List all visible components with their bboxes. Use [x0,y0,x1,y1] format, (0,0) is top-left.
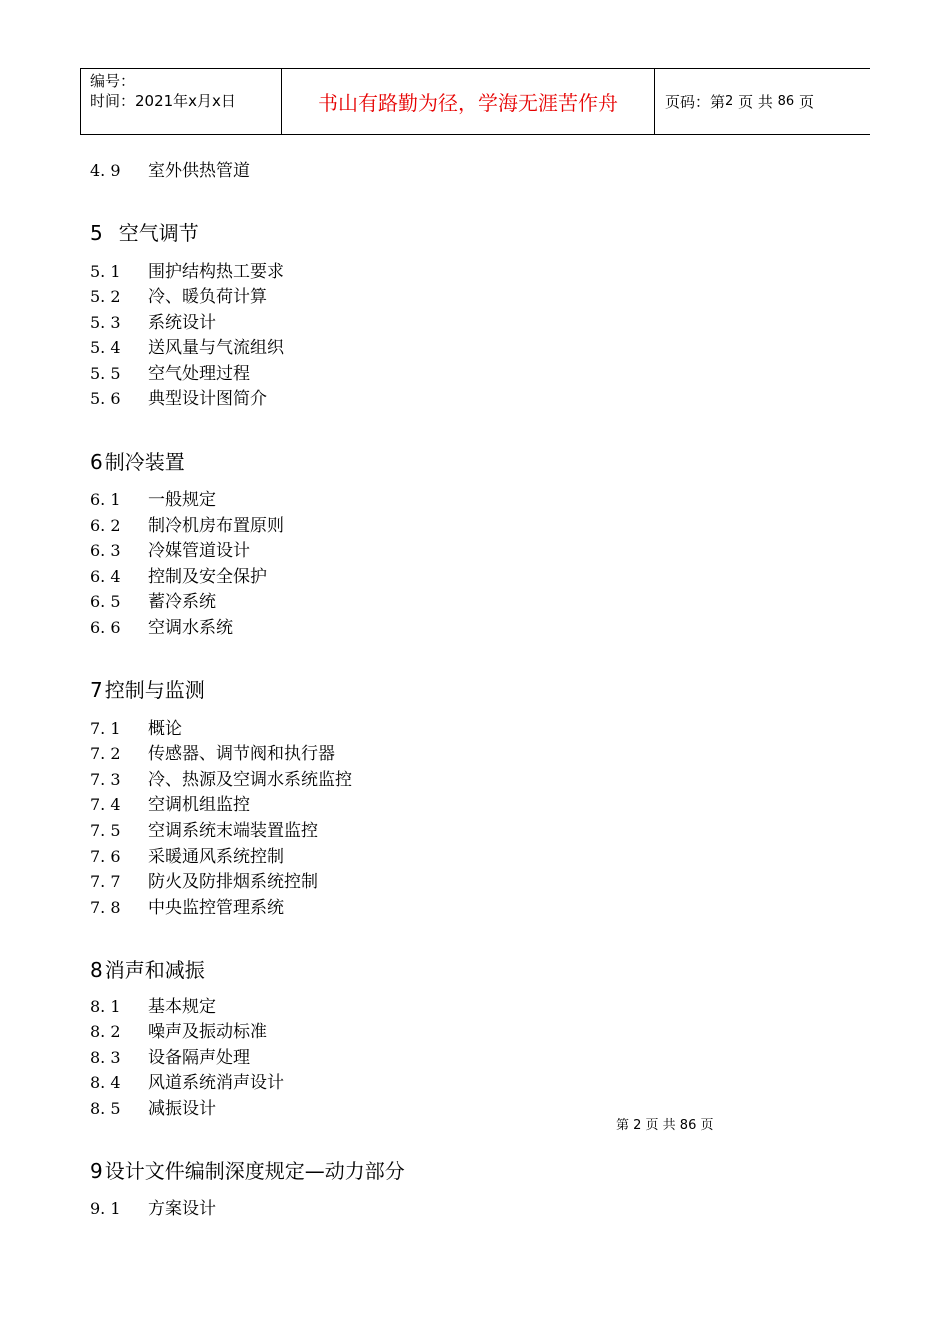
footer-page-number: 第 2 页 共 86 页 [616,1118,714,1133]
page-header [80,68,870,135]
toc-item-number: 7. 3 [90,770,121,789]
toc-item [90,260,284,284]
toc-item [90,1097,216,1121]
section-title: 控制与监测 [104,678,205,702]
toc-item-number: 8. 5 [90,1099,121,1118]
header-page-info [655,69,870,134]
page-total: 86 [777,94,795,109]
toc-item-number: 7. 7 [90,872,121,891]
toc-item-title: 空调系统末端装置监控 [148,821,318,841]
header-motto [282,69,655,134]
toc-item-title: 概论 [148,719,182,739]
toc-item-number: 6. 1 [90,490,121,509]
toc-item-title: 防火及防排烟系统控制 [148,872,318,892]
toc-item-title: 一般规定 [148,490,216,510]
toc-item-title: 系统设计 [148,313,216,333]
toc-item-title: 送风量与气流组织 [148,338,284,358]
section-title: 设计文件编制深度规定—动力部分 [104,1159,405,1183]
toc-item-title: 室外供热管道 [148,161,250,181]
page-current: 2 [725,94,734,109]
toc-section-heading [90,449,185,475]
section-number: 7 [90,678,103,702]
toc-item-number: 9. 1 [90,1199,121,1218]
toc-item-number: 5. 5 [90,364,121,383]
toc-item-title: 空调水系统 [148,618,233,638]
toc-item [90,590,216,614]
toc-item-title: 冷、暖负荷计算 [148,287,267,307]
toc-item-number: 8. 1 [90,997,121,1016]
toc-item-title: 控制及安全保护 [148,567,267,587]
toc-item [90,616,233,640]
page-middle: 页 共 [738,93,773,111]
toc-section-heading [90,220,199,246]
toc-item [90,311,216,335]
toc-item-title: 制冷机房布置原则 [148,516,284,536]
document-number-label: 编号： [90,72,136,90]
document-time-label: 时间：2021年x月x日 [90,92,236,110]
page-suffix: 页 [798,93,814,111]
toc-item [90,845,284,869]
toc-item [90,995,216,1019]
toc-item [90,514,284,538]
toc-item-title: 设备隔声处理 [148,1048,250,1068]
toc-item [90,1071,284,1095]
section-number: 9 [90,1159,103,1183]
section-number: 8 [90,958,103,982]
toc-item-title: 空气处理过程 [148,364,250,384]
toc-item-number: 6. 2 [90,516,121,535]
section-title: 制冷装置 [104,450,185,474]
toc-item-number: 8. 4 [90,1073,121,1092]
toc-item [90,336,284,360]
toc-item [90,742,335,766]
toc-item-title: 典型设计图简介 [148,389,267,409]
section-title: 消声和减振 [104,958,205,982]
toc-item [90,793,250,817]
toc-item-title: 传感器、调节阀和执行器 [148,744,335,764]
section-number: 6 [90,450,103,474]
toc-item-number: 5. 4 [90,338,121,357]
toc-item-title: 方案设计 [148,1199,216,1219]
header-meta [81,69,282,134]
toc-item [90,387,267,411]
toc-item-title: 冷媒管道设计 [148,541,250,561]
toc-item-number: 5. 2 [90,287,121,306]
toc-item [90,539,250,563]
toc-item [90,870,318,894]
toc-item-number: 6. 5 [90,592,121,611]
toc-item [90,1197,216,1221]
toc-item-number: 5. 1 [90,262,121,281]
toc-item-number: 7. 1 [90,719,121,738]
toc-item [90,488,216,512]
toc-item [90,285,267,309]
toc-item-number: 4. 9 [90,161,121,180]
toc-item-number: 5. 6 [90,389,121,408]
toc-item-number: 7. 6 [90,847,121,866]
toc-item-title: 采暖通风系统控制 [148,847,284,867]
toc-item-title: 噪声及振动标准 [148,1022,267,1042]
toc-item [90,717,182,741]
toc-item-title: 基本规定 [148,997,216,1017]
toc-section-heading [90,957,205,983]
page-prefix: 页码：第 [665,93,726,111]
toc-item-number: 7. 8 [90,898,121,917]
toc-item-title: 中央监控管理系统 [148,898,284,918]
toc-section-heading [90,1158,405,1184]
toc-item-title: 冷、热源及空调水系统监控 [148,770,352,790]
toc-item-title: 风道系统消声设计 [148,1073,284,1093]
toc-section-heading [90,677,205,703]
toc-item [90,362,250,386]
toc-item-title: 围护结构热工要求 [148,262,284,282]
toc-item-number: 7. 5 [90,821,121,840]
toc-item-number: 6. 6 [90,618,121,637]
toc-item-number: 8. 2 [90,1022,121,1041]
toc-item-title: 减振设计 [148,1099,216,1119]
toc-item [90,896,284,920]
toc-item [90,768,352,792]
toc-item-title: 空调机组监控 [148,795,250,815]
toc-item-number: 6. 3 [90,541,121,560]
toc-item [90,819,318,843]
toc-item-number: 6. 4 [90,567,121,586]
toc-item-number: 5. 3 [90,313,121,332]
toc-item-number: 8. 3 [90,1048,121,1067]
motto-text: 书山有路勤为径，学海无涯苦作舟 [318,91,618,115]
section-title: 空气调节 [118,221,199,245]
toc-item-number: 7. 2 [90,744,121,763]
toc-item-title: 蓄冷系统 [148,592,216,612]
toc-item-number: 7. 4 [90,795,121,814]
toc-item [90,1020,267,1044]
section-number: 5 [90,221,103,245]
toc-item [90,565,267,589]
toc-item [90,1046,250,1070]
toc-item [90,159,250,183]
